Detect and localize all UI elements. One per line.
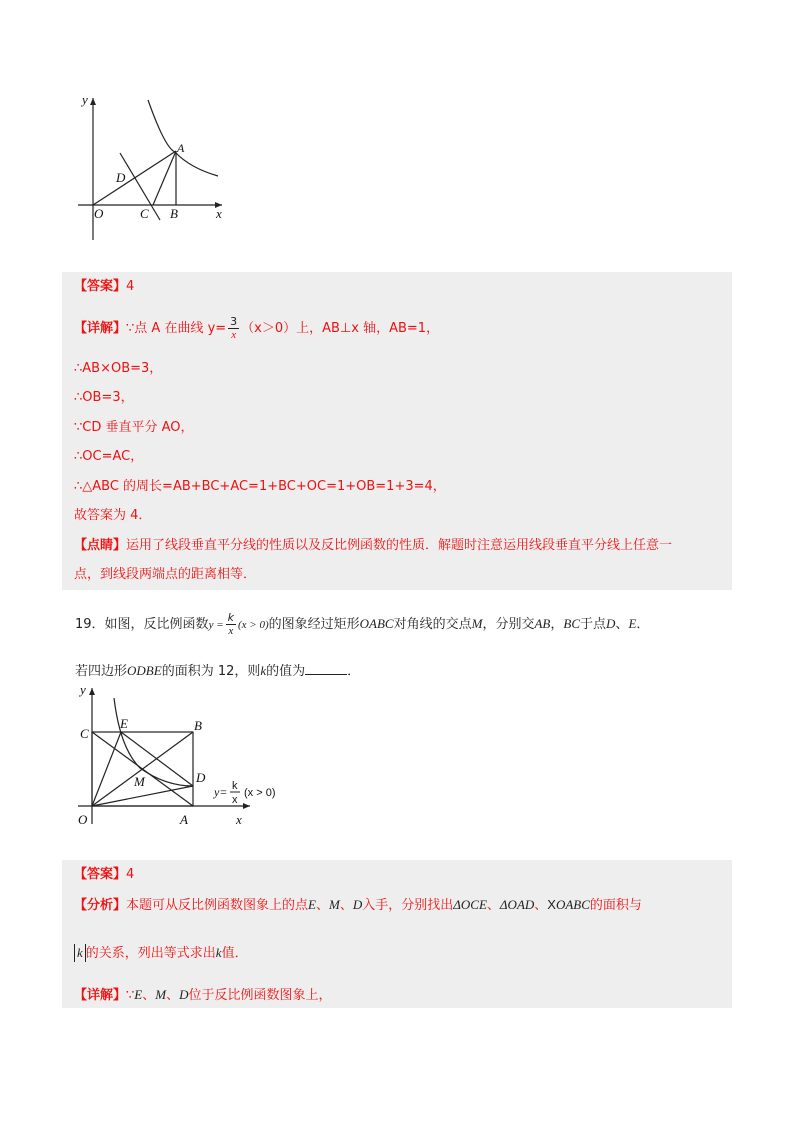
fig1-point-b: B [170,206,178,221]
answer-blank [305,662,347,675]
fig2-point-d: D [196,770,206,785]
detail-label-2: 【详解】 [74,988,127,1003]
detail-line-2: ∴AB×OB=3， [74,361,163,376]
fig2-point-o: O [78,812,88,827]
detail-line-5: ∴OC=AC， [74,449,144,464]
detail-line-4: ∵CD 垂直平分 AO， [74,420,194,435]
fig1-point-a: A [177,141,185,155]
fig1-y-label: y [82,92,88,107]
comment-line-2: 点，到线段两端点的距离相等． [74,567,257,582]
question-19-line-2: 若四边形ODBE的面积为 12，则k的值为 ． [75,663,361,679]
answer-block-1 [62,272,732,590]
detail-line-6: ∴△ABC 的周长=AB+BC+AC=1+BC+OC=1+OB=1+3=4， [74,479,446,494]
comment-label: 【点睛】 [74,538,127,553]
fig2-point-a: A [180,812,188,827]
detail-label: 【详解】 [74,321,127,336]
detail-line-3: ∴OB=3， [74,390,134,405]
fig2-point-e: E [120,716,128,731]
abs-k: k [74,944,86,962]
fig2-x-label: x [236,812,242,827]
fig1-point-c: C [140,206,149,221]
fig2-eq-num: k [232,780,238,792]
answer-label-2: 【答案】 [74,867,127,882]
detail-line-1-pre: ∵点 A 在曲线 y= [126,321,227,336]
fig2-y-label: y [80,682,86,697]
analysis-label: 【分析】 [74,898,127,913]
fig2-point-b: B [194,718,202,733]
question-19-line-1: 19．如图，反比例函数y = $\frac{k}{x}$ (x > 0)的图象经过矩形OABC对角线的交点M，分别交AB，BC于点D、E． [75,611,650,637]
fraction-3-over-x: $\frac{3}{x}$ [230,315,238,341]
fig1-point-d: D [116,170,126,185]
fig2-point-c: C [80,726,89,741]
answer-block-2: 【答案】4 【分析】本题可从反比例函数图象上的点E、M、D入手，分别找出ΔOCE、ΔOAD、XOABC的面积与 k 的关系，列出等式求出k值． 【详解】∵E、M、D位于反比例函数图象上， [62,860,732,1008]
detail-line-1-post: （x＞0）上，AB⊥x 轴，AB=1， [241,321,440,336]
fig1-point-o: O [94,206,104,221]
fig2-eq-den: x [232,794,238,806]
comment-line-1: 运用了线段垂直平分线的性质以及反比例函数的性质．解题时注意运用线段垂直平分线上任意一 [126,538,673,553]
figure-1 [70,88,240,248]
fig2-point-m: M [134,774,145,789]
question-number: 19． [75,617,105,632]
figure-2 [70,678,300,833]
detail-line-7: 故答案为 4． [74,508,152,523]
answer-label: 【答案】 [74,279,127,294]
answer-value-2: 4 [126,867,135,882]
answer-value: 4 [126,279,135,294]
fig1-x-label: x [216,206,222,221]
fig2-eq-y: y= [214,785,228,799]
fig2-eq-cond: (x > 0) [244,787,276,799]
